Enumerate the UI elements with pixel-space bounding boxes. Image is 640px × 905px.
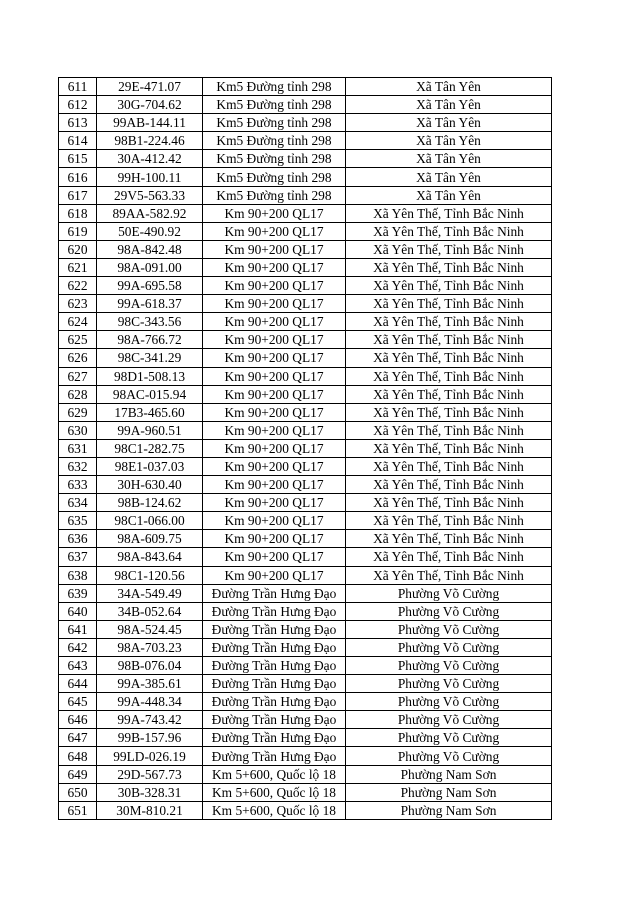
row-number-cell: 648	[59, 747, 97, 765]
table-row	[59, 620, 552, 638]
area-cell: Phường Võ Cường	[346, 675, 552, 693]
location-cell: Km 90+200 QL17	[203, 457, 346, 475]
area-cell: Phường Võ Cường	[346, 657, 552, 675]
row-number-cell: 642	[59, 638, 97, 656]
location-cell: Đường Trần Hưng Đạo	[203, 584, 346, 602]
table-row	[59, 403, 552, 421]
area-cell: Phường Võ Cường	[346, 620, 552, 638]
area-cell: Xã Yên Thế, Tỉnh Bắc Ninh	[346, 204, 552, 222]
area-cell: Xã Yên Thế, Tỉnh Bắc Ninh	[346, 313, 552, 331]
license-plate-cell: 30H-630.40	[97, 476, 203, 494]
table-row	[59, 367, 552, 385]
location-cell: Km 90+200 QL17	[203, 439, 346, 457]
row-number-cell: 619	[59, 222, 97, 240]
location-cell: Km 5+600, Quốc lộ 18	[203, 783, 346, 801]
location-cell: Km 90+200 QL17	[203, 204, 346, 222]
license-plate-cell: 99A-385.61	[97, 675, 203, 693]
row-number-cell: 643	[59, 657, 97, 675]
license-plate-cell: 98C1-282.75	[97, 439, 203, 457]
location-cell: Km5 Đường tỉnh 298	[203, 186, 346, 204]
area-cell: Phường Võ Cường	[346, 693, 552, 711]
license-plate-cell: 98B1-224.46	[97, 132, 203, 150]
location-cell: Km 90+200 QL17	[203, 385, 346, 403]
license-plate-cell: 30M-810.21	[97, 801, 203, 819]
row-number-cell: 629	[59, 403, 97, 421]
area-cell: Xã Yên Thế, Tỉnh Bắc Ninh	[346, 494, 552, 512]
license-plate-cell: 98E1-037.03	[97, 457, 203, 475]
area-cell: Xã Yên Thế, Tỉnh Bắc Ninh	[346, 421, 552, 439]
license-plate-cell: 34A-549.49	[97, 584, 203, 602]
table-row	[59, 765, 552, 783]
table-row	[59, 132, 552, 150]
location-cell: Km 90+200 QL17	[203, 313, 346, 331]
row-number-cell: 637	[59, 548, 97, 566]
location-cell: Km 90+200 QL17	[203, 367, 346, 385]
area-cell: Phường Nam Sơn	[346, 765, 552, 783]
license-plate-cell: 98AC-015.94	[97, 385, 203, 403]
license-plate-cell: 30G-704.62	[97, 96, 203, 114]
area-cell: Phường Võ Cường	[346, 711, 552, 729]
location-cell: Đường Trần Hưng Đạo	[203, 747, 346, 765]
location-cell: Km 5+600, Quốc lộ 18	[203, 765, 346, 783]
location-cell: Km5 Đường tỉnh 298	[203, 114, 346, 132]
row-number-cell: 651	[59, 801, 97, 819]
location-cell: Đường Trần Hưng Đạo	[203, 711, 346, 729]
license-plate-cell: 34B-052.64	[97, 602, 203, 620]
area-cell: Phường Võ Cường	[346, 584, 552, 602]
table-row	[59, 548, 552, 566]
row-number-cell: 631	[59, 439, 97, 457]
table-row	[59, 277, 552, 295]
table-row	[59, 385, 552, 403]
location-cell: Km 5+600, Quốc lộ 18	[203, 801, 346, 819]
table-row	[59, 675, 552, 693]
area-cell: Xã Yên Thế, Tỉnh Bắc Ninh	[346, 476, 552, 494]
location-cell: Đường Trần Hưng Đạo	[203, 657, 346, 675]
table-row	[59, 657, 552, 675]
license-plate-cell: 99A-695.58	[97, 277, 203, 295]
row-number-cell: 630	[59, 421, 97, 439]
location-cell: Km5 Đường tỉnh 298	[203, 150, 346, 168]
table-row	[59, 439, 552, 457]
license-plate-cell: 99A-448.34	[97, 693, 203, 711]
table-row	[59, 331, 552, 349]
area-cell: Phường Nam Sơn	[346, 783, 552, 801]
area-cell: Xã Yên Thế, Tỉnh Bắc Ninh	[346, 530, 552, 548]
row-number-cell: 634	[59, 494, 97, 512]
license-plate-cell: 99AB-144.11	[97, 114, 203, 132]
row-number-cell: 639	[59, 584, 97, 602]
location-cell: Km 90+200 QL17	[203, 403, 346, 421]
license-plate-cell: 98C1-066.00	[97, 512, 203, 530]
license-plate-cell: 98C-341.29	[97, 349, 203, 367]
row-number-cell: 645	[59, 693, 97, 711]
area-cell: Phường Võ Cường	[346, 747, 552, 765]
area-cell: Xã Yên Thế, Tỉnh Bắc Ninh	[346, 439, 552, 457]
area-cell: Xã Tân Yên	[346, 168, 552, 186]
area-cell: Phường Võ Cường	[346, 729, 552, 747]
location-cell: Km 90+200 QL17	[203, 494, 346, 512]
license-plate-cell: 98A-842.48	[97, 240, 203, 258]
table-row	[59, 78, 552, 96]
location-cell: Km 90+200 QL17	[203, 331, 346, 349]
row-number-cell: 615	[59, 150, 97, 168]
table-row	[59, 186, 552, 204]
area-cell: Xã Tân Yên	[346, 114, 552, 132]
area-cell: Xã Tân Yên	[346, 186, 552, 204]
area-cell: Xã Yên Thế, Tỉnh Bắc Ninh	[346, 367, 552, 385]
violations-table	[58, 77, 552, 820]
area-cell: Xã Yên Thế, Tỉnh Bắc Ninh	[346, 403, 552, 421]
license-plate-cell: 99A-743.42	[97, 711, 203, 729]
area-cell: Xã Tân Yên	[346, 78, 552, 96]
location-cell: Đường Trần Hưng Đạo	[203, 638, 346, 656]
location-cell: Km 90+200 QL17	[203, 258, 346, 276]
license-plate-cell: 98B-076.04	[97, 657, 203, 675]
license-plate-cell: 98A-703.23	[97, 638, 203, 656]
area-cell: Xã Yên Thế, Tỉnh Bắc Ninh	[346, 331, 552, 349]
license-plate-cell: 99H-100.11	[97, 168, 203, 186]
area-cell: Xã Yên Thế, Tỉnh Bắc Ninh	[346, 385, 552, 403]
table-row	[59, 258, 552, 276]
table-row	[59, 240, 552, 258]
table-row	[59, 530, 552, 548]
license-plate-cell: 98A-524.45	[97, 620, 203, 638]
row-number-cell: 612	[59, 96, 97, 114]
area-cell: Xã Tân Yên	[346, 150, 552, 168]
table-row	[59, 457, 552, 475]
area-cell: Xã Yên Thế, Tỉnh Bắc Ninh	[346, 295, 552, 313]
location-cell: Km 90+200 QL17	[203, 222, 346, 240]
table-row	[59, 349, 552, 367]
table-row	[59, 476, 552, 494]
table-row	[59, 204, 552, 222]
area-cell: Xã Yên Thế, Tỉnh Bắc Ninh	[346, 222, 552, 240]
row-number-cell: 646	[59, 711, 97, 729]
row-number-cell: 633	[59, 476, 97, 494]
location-cell: Km 90+200 QL17	[203, 566, 346, 584]
license-plate-cell: 98A-843.64	[97, 548, 203, 566]
location-cell: Km 90+200 QL17	[203, 277, 346, 295]
table-row	[59, 421, 552, 439]
area-cell: Xã Yên Thế, Tỉnh Bắc Ninh	[346, 512, 552, 530]
table-row	[59, 150, 552, 168]
area-cell: Xã Yên Thế, Tỉnh Bắc Ninh	[346, 277, 552, 295]
area-cell: Xã Tân Yên	[346, 96, 552, 114]
location-cell: Đường Trần Hưng Đạo	[203, 620, 346, 638]
row-number-cell: 624	[59, 313, 97, 331]
row-number-cell: 621	[59, 258, 97, 276]
location-cell: Đường Trần Hưng Đạo	[203, 675, 346, 693]
table-row	[59, 566, 552, 584]
table-row	[59, 168, 552, 186]
license-plate-cell: 98A-091.00	[97, 258, 203, 276]
table-row	[59, 114, 552, 132]
area-cell: Xã Yên Thế, Tỉnh Bắc Ninh	[346, 457, 552, 475]
location-cell: Đường Trần Hưng Đạo	[203, 729, 346, 747]
row-number-cell: 636	[59, 530, 97, 548]
area-cell: Xã Yên Thế, Tỉnh Bắc Ninh	[346, 566, 552, 584]
location-cell: Km 90+200 QL17	[203, 530, 346, 548]
license-plate-cell: 98C-343.56	[97, 313, 203, 331]
row-number-cell: 644	[59, 675, 97, 693]
license-plate-cell: 98D1-508.13	[97, 367, 203, 385]
license-plate-cell: 30A-412.42	[97, 150, 203, 168]
row-number-cell: 611	[59, 78, 97, 96]
area-cell: Phường Nam Sơn	[346, 801, 552, 819]
row-number-cell: 638	[59, 566, 97, 584]
row-number-cell: 616	[59, 168, 97, 186]
table-row	[59, 584, 552, 602]
row-number-cell: 613	[59, 114, 97, 132]
license-plate-cell: 29D-567.73	[97, 765, 203, 783]
row-number-cell: 641	[59, 620, 97, 638]
location-cell: Km5 Đường tỉnh 298	[203, 78, 346, 96]
table-row	[59, 638, 552, 656]
license-plate-cell: 99A-618.37	[97, 295, 203, 313]
table-body	[59, 78, 552, 820]
table-row	[59, 96, 552, 114]
location-cell: Km5 Đường tỉnh 298	[203, 168, 346, 186]
row-number-cell: 626	[59, 349, 97, 367]
location-cell: Km 90+200 QL17	[203, 421, 346, 439]
row-number-cell: 650	[59, 783, 97, 801]
row-number-cell: 614	[59, 132, 97, 150]
license-plate-cell: 30B-328.31	[97, 783, 203, 801]
license-plate-cell: 99LD-026.19	[97, 747, 203, 765]
table-row	[59, 602, 552, 620]
license-plate-cell: 50E-490.92	[97, 222, 203, 240]
row-number-cell: 649	[59, 765, 97, 783]
row-number-cell: 647	[59, 729, 97, 747]
area-cell: Xã Yên Thế, Tỉnh Bắc Ninh	[346, 548, 552, 566]
license-plate-cell: 99A-960.51	[97, 421, 203, 439]
license-plate-cell: 98C1-120.56	[97, 566, 203, 584]
row-number-cell: 623	[59, 295, 97, 313]
license-plate-cell: 89AA-582.92	[97, 204, 203, 222]
table-row	[59, 494, 552, 512]
table-row	[59, 512, 552, 530]
row-number-cell: 635	[59, 512, 97, 530]
area-cell: Xã Tân Yên	[346, 132, 552, 150]
table-row	[59, 747, 552, 765]
table-row	[59, 313, 552, 331]
row-number-cell: 627	[59, 367, 97, 385]
license-plate-cell: 98A-609.75	[97, 530, 203, 548]
row-number-cell: 618	[59, 204, 97, 222]
area-cell: Xã Yên Thế, Tỉnh Bắc Ninh	[346, 258, 552, 276]
row-number-cell: 632	[59, 457, 97, 475]
location-cell: Km 90+200 QL17	[203, 240, 346, 258]
area-cell: Xã Yên Thế, Tỉnh Bắc Ninh	[346, 240, 552, 258]
table-row	[59, 783, 552, 801]
location-cell: Đường Trần Hưng Đạo	[203, 602, 346, 620]
row-number-cell: 640	[59, 602, 97, 620]
license-plate-cell: 98A-766.72	[97, 331, 203, 349]
row-number-cell: 617	[59, 186, 97, 204]
table-row	[59, 222, 552, 240]
table-row	[59, 729, 552, 747]
area-cell: Phường Võ Cường	[346, 638, 552, 656]
table-row	[59, 801, 552, 819]
license-plate-cell: 98B-124.62	[97, 494, 203, 512]
location-cell: Đường Trần Hưng Đạo	[203, 693, 346, 711]
table-row	[59, 711, 552, 729]
location-cell: Km5 Đường tỉnh 298	[203, 132, 346, 150]
license-plate-cell: 29V5-563.33	[97, 186, 203, 204]
location-cell: Km 90+200 QL17	[203, 476, 346, 494]
location-cell: Km 90+200 QL17	[203, 512, 346, 530]
location-cell: Km5 Đường tỉnh 298	[203, 96, 346, 114]
license-plate-cell: 29E-471.07	[97, 78, 203, 96]
area-cell: Xã Yên Thế, Tỉnh Bắc Ninh	[346, 349, 552, 367]
license-plate-cell: 99B-157.96	[97, 729, 203, 747]
location-cell: Km 90+200 QL17	[203, 548, 346, 566]
location-cell: Km 90+200 QL17	[203, 349, 346, 367]
row-number-cell: 620	[59, 240, 97, 258]
area-cell: Phường Võ Cường	[346, 602, 552, 620]
license-plate-cell: 17B3-465.60	[97, 403, 203, 421]
row-number-cell: 625	[59, 331, 97, 349]
location-cell: Km 90+200 QL17	[203, 295, 346, 313]
table-row	[59, 295, 552, 313]
row-number-cell: 628	[59, 385, 97, 403]
table-row	[59, 693, 552, 711]
row-number-cell: 622	[59, 277, 97, 295]
